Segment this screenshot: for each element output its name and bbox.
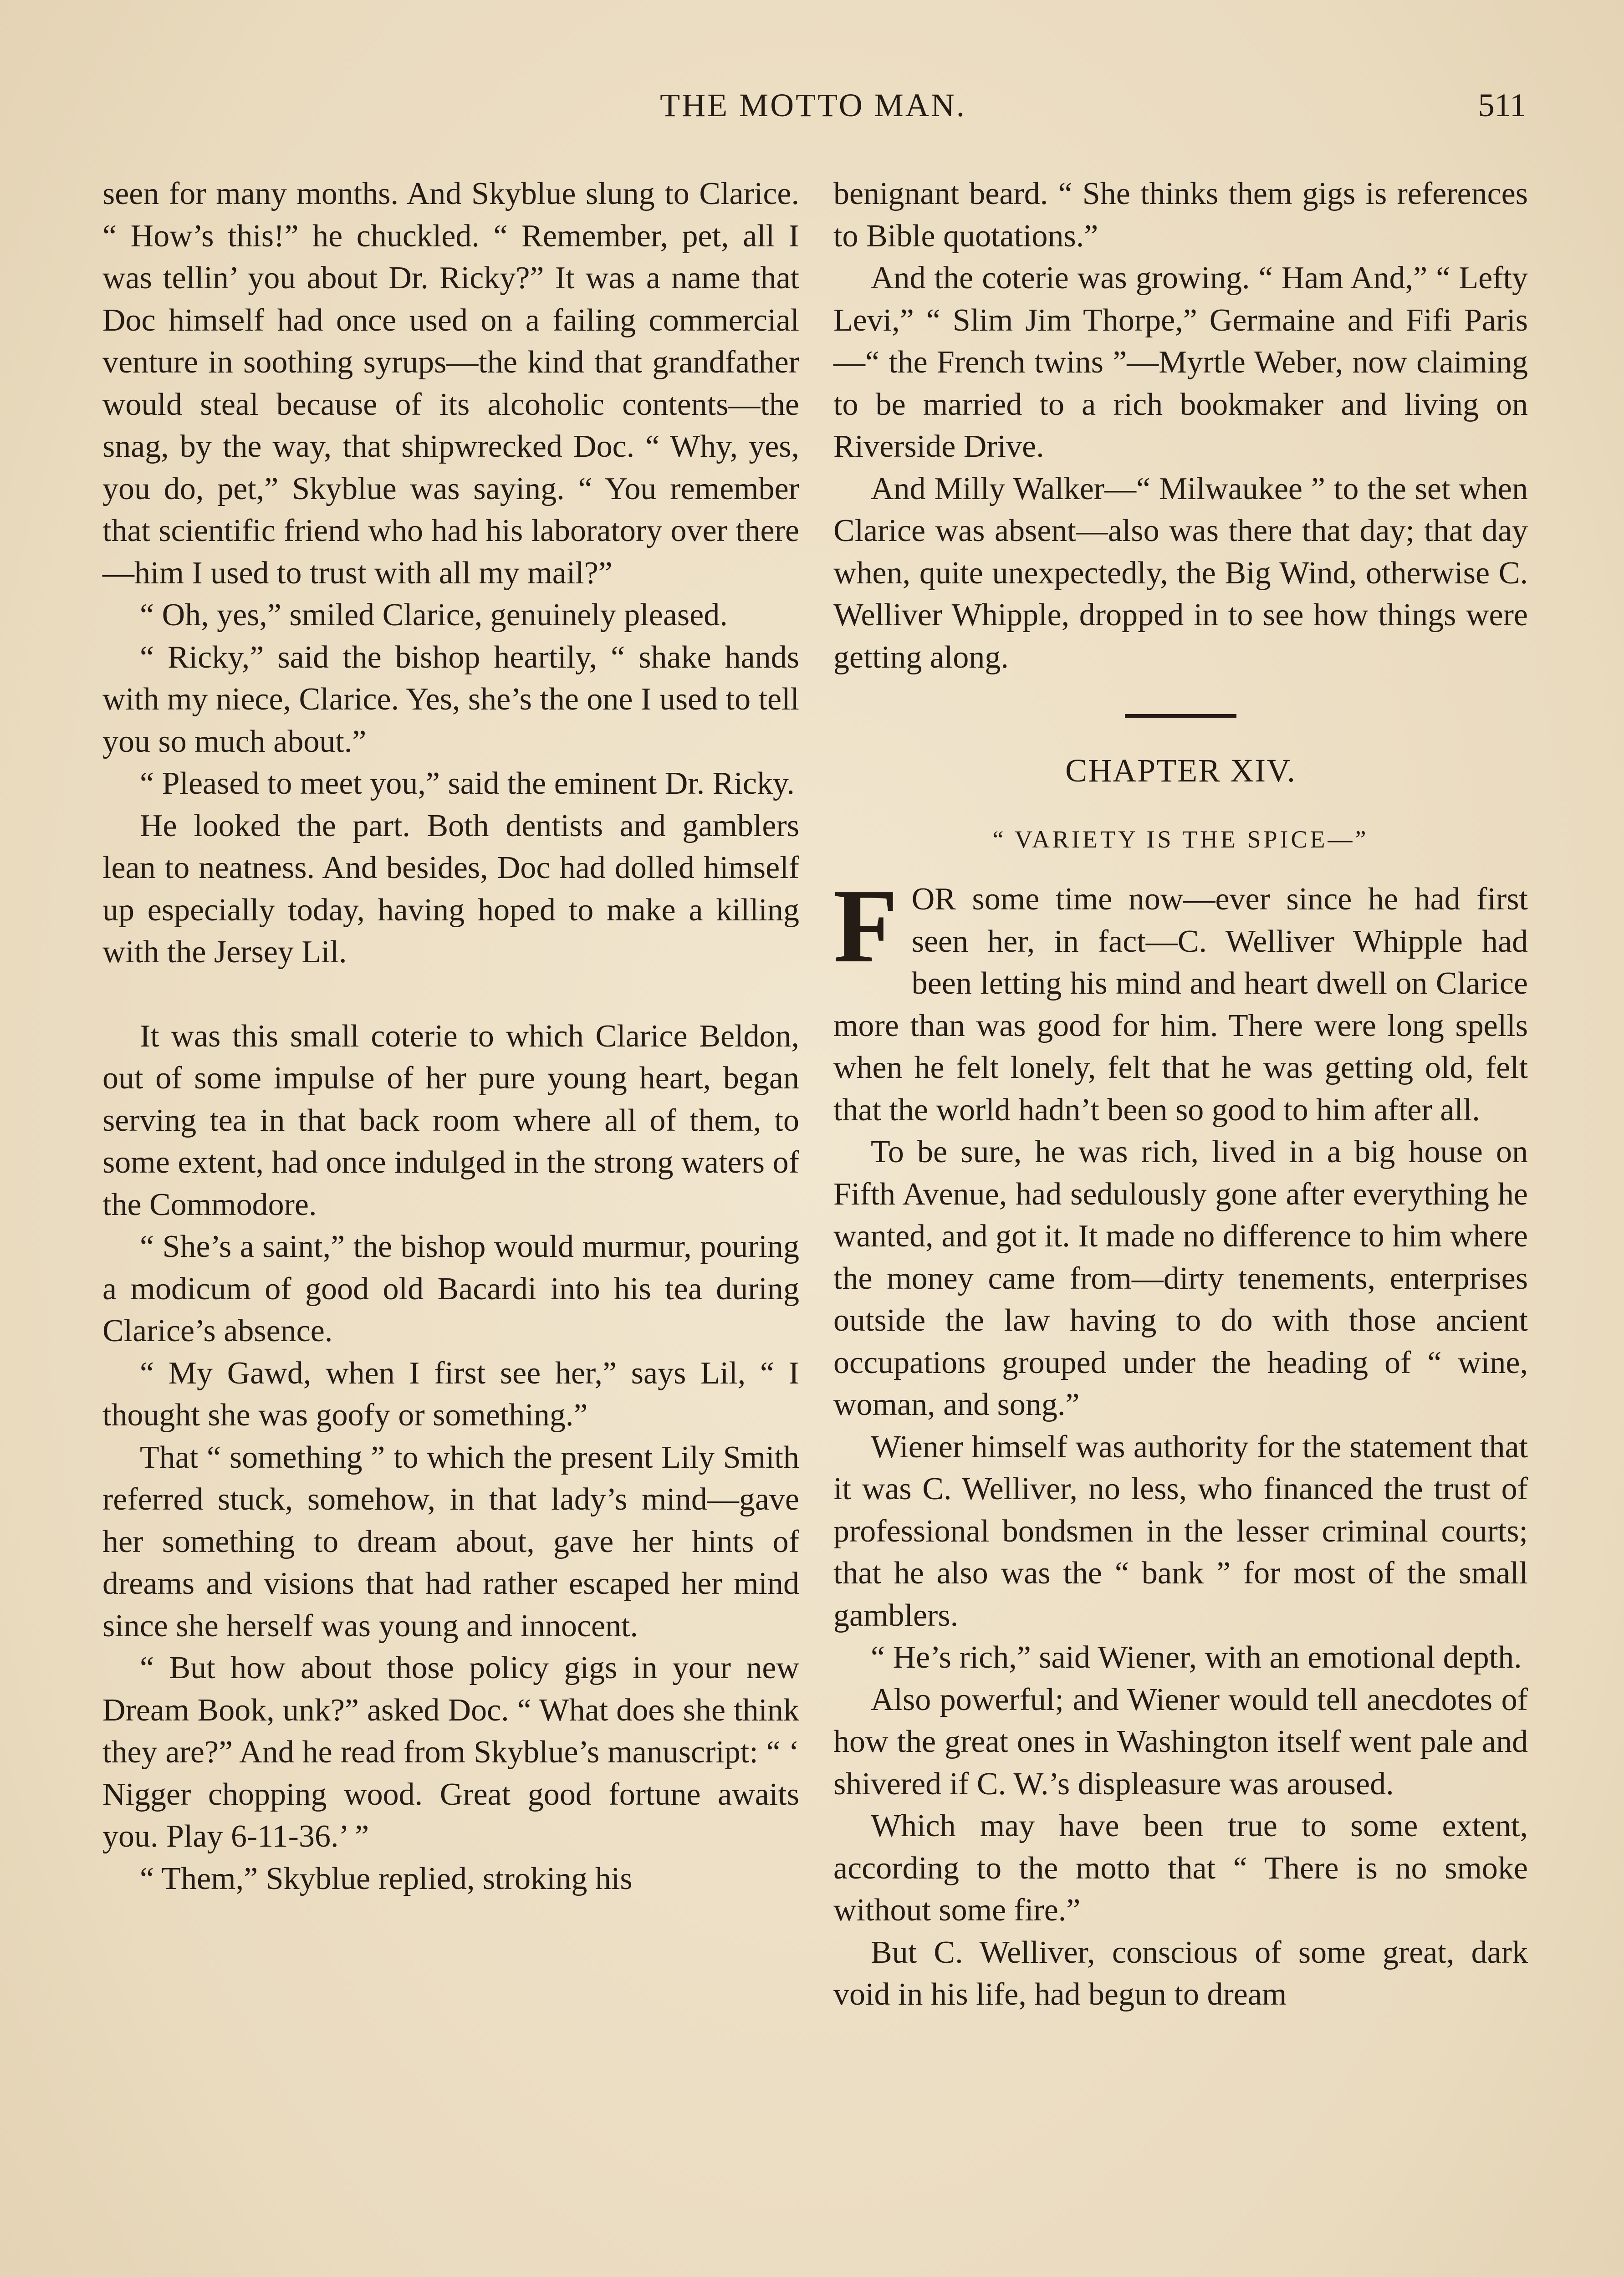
paragraph: “ But how about those policy gigs in your new Dream Book, unk?” asked Doc. “ What does she think they are?” And he read from Skyblue’s manuscript: “ ‘ Nigger chopping wood. Great good fortune awaits you. Play 6-11-36.’ ” — [102, 1650, 799, 1854]
paragraph: “ Them,” Skyblue replied, stroking his — [140, 1861, 633, 1896]
paragraph: “ She’s a saint,” the bishop would murmur, pouring a modicum of good old Bacardi into his tea during Clarice’s absence. — [102, 1229, 799, 1348]
paragraph: Also powerful; and Wiener would tell anecdotes of how the great ones in Washington itself went pale and shivered if C. W.’s displeasure was aroused. — [833, 1682, 1528, 1802]
paragraph-text: OR some time now—ever since he had first seen her, in fact—C. Welliver Whipple had been letting his mind and heart dwell on Clarice more than was good for him. There were long spells when he felt lonely, felt that he was getting old, felt that the world hadn’t been so good to him after all. — [833, 882, 1528, 1128]
page-number: 511 — [1478, 87, 1526, 123]
paragraph: “ Ricky,” said the bishop heartily, “ shake hands with my niece, Clarice. Yes, she’s the one I used to tell you so much about.” — [102, 639, 799, 759]
paragraph: And Milly Walker—“ Milwaukee ” to the set when Clarice was absent—also was there that day; that day when, quite unexpectedly, the Big Wind, otherwise C. Welliver Whipple, dropped in to see how things were getting along. — [833, 471, 1528, 675]
paragraph: But C. Welliver, conscious of some great, dark void in his life, had begun to dream — [833, 1935, 1528, 2012]
paragraph: Wiener himself was authority for the statement that it was C. Welliver, no less, who financed the trust of professional bondsmen in the lesser criminal courts; that he also was the “ bank ” for most of the small gamblers. — [833, 1429, 1528, 1633]
chapter-opening-paragraph — [833, 868, 1528, 1131]
right-column — [833, 173, 1528, 2016]
running-header — [100, 87, 1526, 137]
paragraph: And the coterie was growing. “ Ham And,” “ Lefty Levi,” “ Slim Jim Thorpe,” Germaine and Fifi Paris—“ the French twins ”—Myrtle Weber, now claiming to be married to a rich bookmaker and living on Riverside Drive. — [833, 260, 1528, 464]
chapter-heading: CHAPTER XIV. — [1065, 752, 1296, 789]
left-column — [102, 173, 799, 1900]
section-divider — [1125, 714, 1236, 718]
running-title: THE MOTTO MAN. — [660, 87, 966, 123]
paragraph: “ Pleased to meet you,” said the eminent Dr. Ricky. — [140, 766, 795, 801]
paragraph: seen for many months. And Skyblue slung to Clarice. “ How’s this!” he chuckled. “ Remember, pet, all I was tellin’ you about Dr. Ricky?” It was a name that Doc himself had once used on a failing commercial venture in soothing syrups—the kind that grandfather would steal because of its alcoholic contents—the snag, by the way, that shipwrecked Doc. “ Why, yes, you do, pet,” Skyblue was saying. “ You remember that scientific friend who had his laboratory over there—him I used to trust with all my mail?” — [102, 176, 799, 591]
paragraph: benignant beard. “ She thinks them gigs is references to Bible quotations.” — [833, 176, 1528, 254]
paragraph: He looked the part. Both dentists and gamblers lean to neatness. And besides, Doc had dolled himself up especially today, having hoped to make a killing with the Jersey Lil. — [102, 808, 799, 970]
paragraph: “ My Gawd, when I first see her,” says Lil, “ I thought she was goofy or something.” — [102, 1355, 799, 1433]
paragraph: Which may have been true to some extent, according to the motto that “ There is no smoke without some fire.” — [833, 1808, 1528, 1928]
paragraph: That “ something ” to which the present Lily Smith referred stuck, somehow, in that lady’s mind—gave her something to dream about, gave her hints of dreams and visions that had rather escaped her mind since she herself was young and innocent. — [102, 1440, 799, 1644]
chapter-subtitle: “ VARIETY IS THE SPICE—” — [992, 825, 1369, 853]
paragraph: “ He’s rich,” said Wiener, with an emotional depth. — [871, 1640, 1522, 1675]
paragraph: “ Oh, yes,” smiled Clarice, genuinely pleased. — [140, 597, 728, 633]
drop-cap: F — [833, 868, 898, 985]
paragraph: It was this small coterie to which Clarice Beldon, out of some impulse of her pure young heart, began serving tea in that back room where all of them, to some extent, had once indulged in the strong waters of the Commodore. — [102, 1018, 799, 1222]
paragraph: To be sure, he was rich, lived in a big house on Fifth Avenue, had sedulously gone after everything he wanted, and got it. It made no difference to him where the money came from—dirty tenements, enterprises outside the law having to do with those ancient occupations grouped under the heading of “ wine, woman, and song.” — [833, 1134, 1528, 1422]
